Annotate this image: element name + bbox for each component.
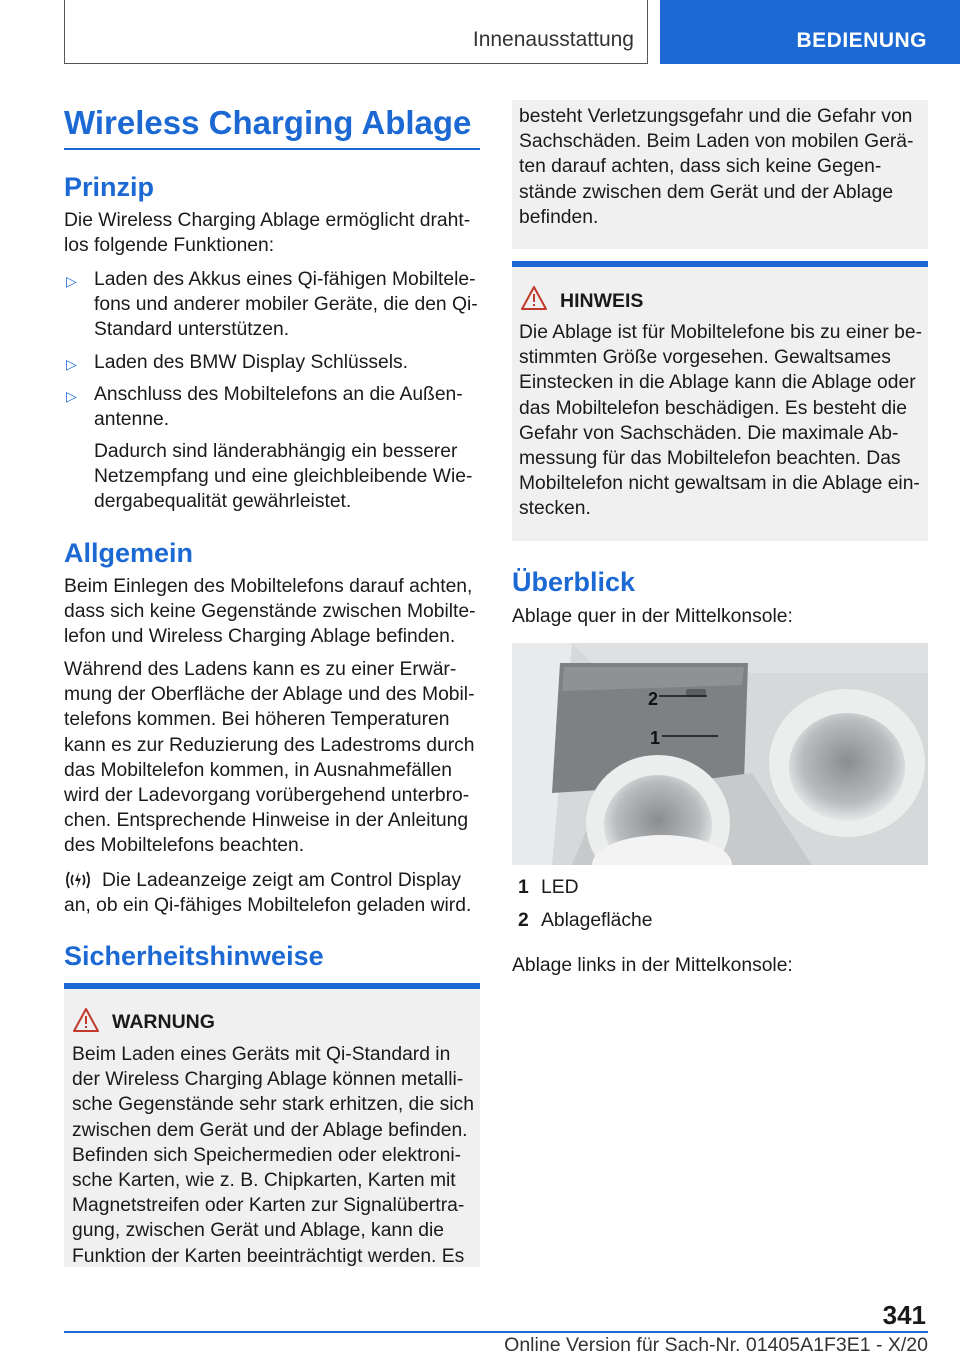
header-chapter-tab[interactable]: BEDIENUNG [660, 0, 960, 64]
bullet-triangle-icon: ▷ [66, 388, 77, 404]
warning-text-continued: besteht Verletzungsgefahr und die Gefahr von Sachschäden. Beim Laden von mobilen Gerä- ten darauf achten, dass sich keine Gegen- stände zwischen dem Gerät und der Ablage befinden. [519, 106, 914, 228]
overview-caption-1: Ablage quer in der Mittelkonsole: [512, 606, 793, 627]
notice-triangle-icon [520, 285, 548, 311]
heading-allgemein: Allgemein [64, 538, 194, 568]
header-section-title: Innenausstattung [472, 28, 634, 51]
notice-text: Die Ablage ist für Mobiltelefone bis zu einer be- stimmten Größe vorgesehen. Gewaltsames Einstecken in die Ablage kann die Ablage oder das Mobiltelefon beschädigen. Es besteht die Gefahr von Sachschäden. Die maximale Ab- messung für das Mobiltelefon beachten. Das Mobiltelefon nicht gewaltsam in die Ablage ein- stecken. [519, 322, 922, 520]
list-item-note: Dadurch sind länderabhängig ein besserer Netzempfang und eine gleichbleibende Wie- dergabequalität gewährleistet. [94, 441, 473, 513]
list-item: Laden des Akkus eines Qi-fähigen Mobiltele- fons und anderer mobiler Geräte, die den Qi- Standard unterstützen. [94, 269, 478, 341]
legend-number: 2 [518, 910, 529, 931]
bullet-triangle-icon: ▷ [66, 273, 77, 289]
allgemein-paragraph-2: Während des Ladens kann es zu einer Erwär- mung der Oberfläche der Ablage und des Mobil- telefons kommen. Bei höheren Temperaturen kann es zur Reduzierung des Ladestroms durch das Mobiltelefon kommen, in Ausnahmefällen wird der Ladevorgang vorübergehend unterbro- chen. Entsprechende Hinweise in der Anleitung des Mobiltelefons beachten. [64, 659, 475, 857]
allgemein-paragraph-3: Die Ladeanzeige zeigt am Control Display an, ob ein Qi-fähiges Mobiltelefon geladen wird. [64, 870, 472, 917]
footer-divider [64, 1331, 928, 1333]
bullet-triangle-icon: ▷ [66, 356, 77, 372]
list-item: Laden des BMW Display Schlüssels. [94, 352, 408, 373]
photo-callout-2: 2 [648, 689, 659, 709]
warning-label: WARNUNG [112, 1011, 215, 1033]
title-divider [64, 148, 480, 150]
photo-callout-1: 1 [650, 728, 661, 748]
legend-number: 1 [518, 877, 529, 898]
heading-sicherheitshinweise: Sicherheitshinweise [64, 941, 324, 971]
overview-caption-2: Ablage links in der Mittelkonsole: [512, 955, 793, 976]
heading-ueberblick: Überblick [512, 567, 636, 597]
warning-text: Beim Laden eines Geräts mit Qi-Standard in der Wireless Charging Ablage können metalli- sche Gegenstände sehr stark erhitzen, die sich zwischen dem Gerät und der Ablage befinden. Befinden sich Speichermedien oder elektroni- sche Karten, wie z. B. Chipkarten, Karten mit Magnetstreifen oder Karten zur Signalübertra- gung, zwischen Gerät und Ablage, kann die Funktion der Karten beeinträchtigt werden. Es [72, 1044, 474, 1267]
center-console-photo [512, 643, 928, 865]
footer-version-text: Online Version für Sach-Nr. 01405A1F3E1 - X/20 [504, 1334, 928, 1356]
notice-label: HINWEIS [560, 290, 644, 312]
list-item: Anschluss des Mobiltelefons an die Außen- antenne. [94, 384, 463, 431]
heading-prinzip: Prinzip [64, 172, 155, 202]
legend-text: Ablagefläche [541, 910, 653, 931]
warning-triangle-icon [72, 1007, 100, 1033]
legend-text: LED [541, 877, 579, 898]
allgemein-paragraph-1: Beim Einlegen des Mobiltelefons darauf achten, dass sich keine Gegenstände zwischen Mobilte- lefon und Wireless Charging Ablage befinden. [64, 576, 476, 648]
page-number: 341 [882, 1300, 926, 1330]
page-title: Wireless Charging Ablage [64, 104, 472, 141]
prinzip-intro: Die Wireless Charging Ablage ermöglicht draht- los folgende Funktionen: [64, 210, 471, 257]
